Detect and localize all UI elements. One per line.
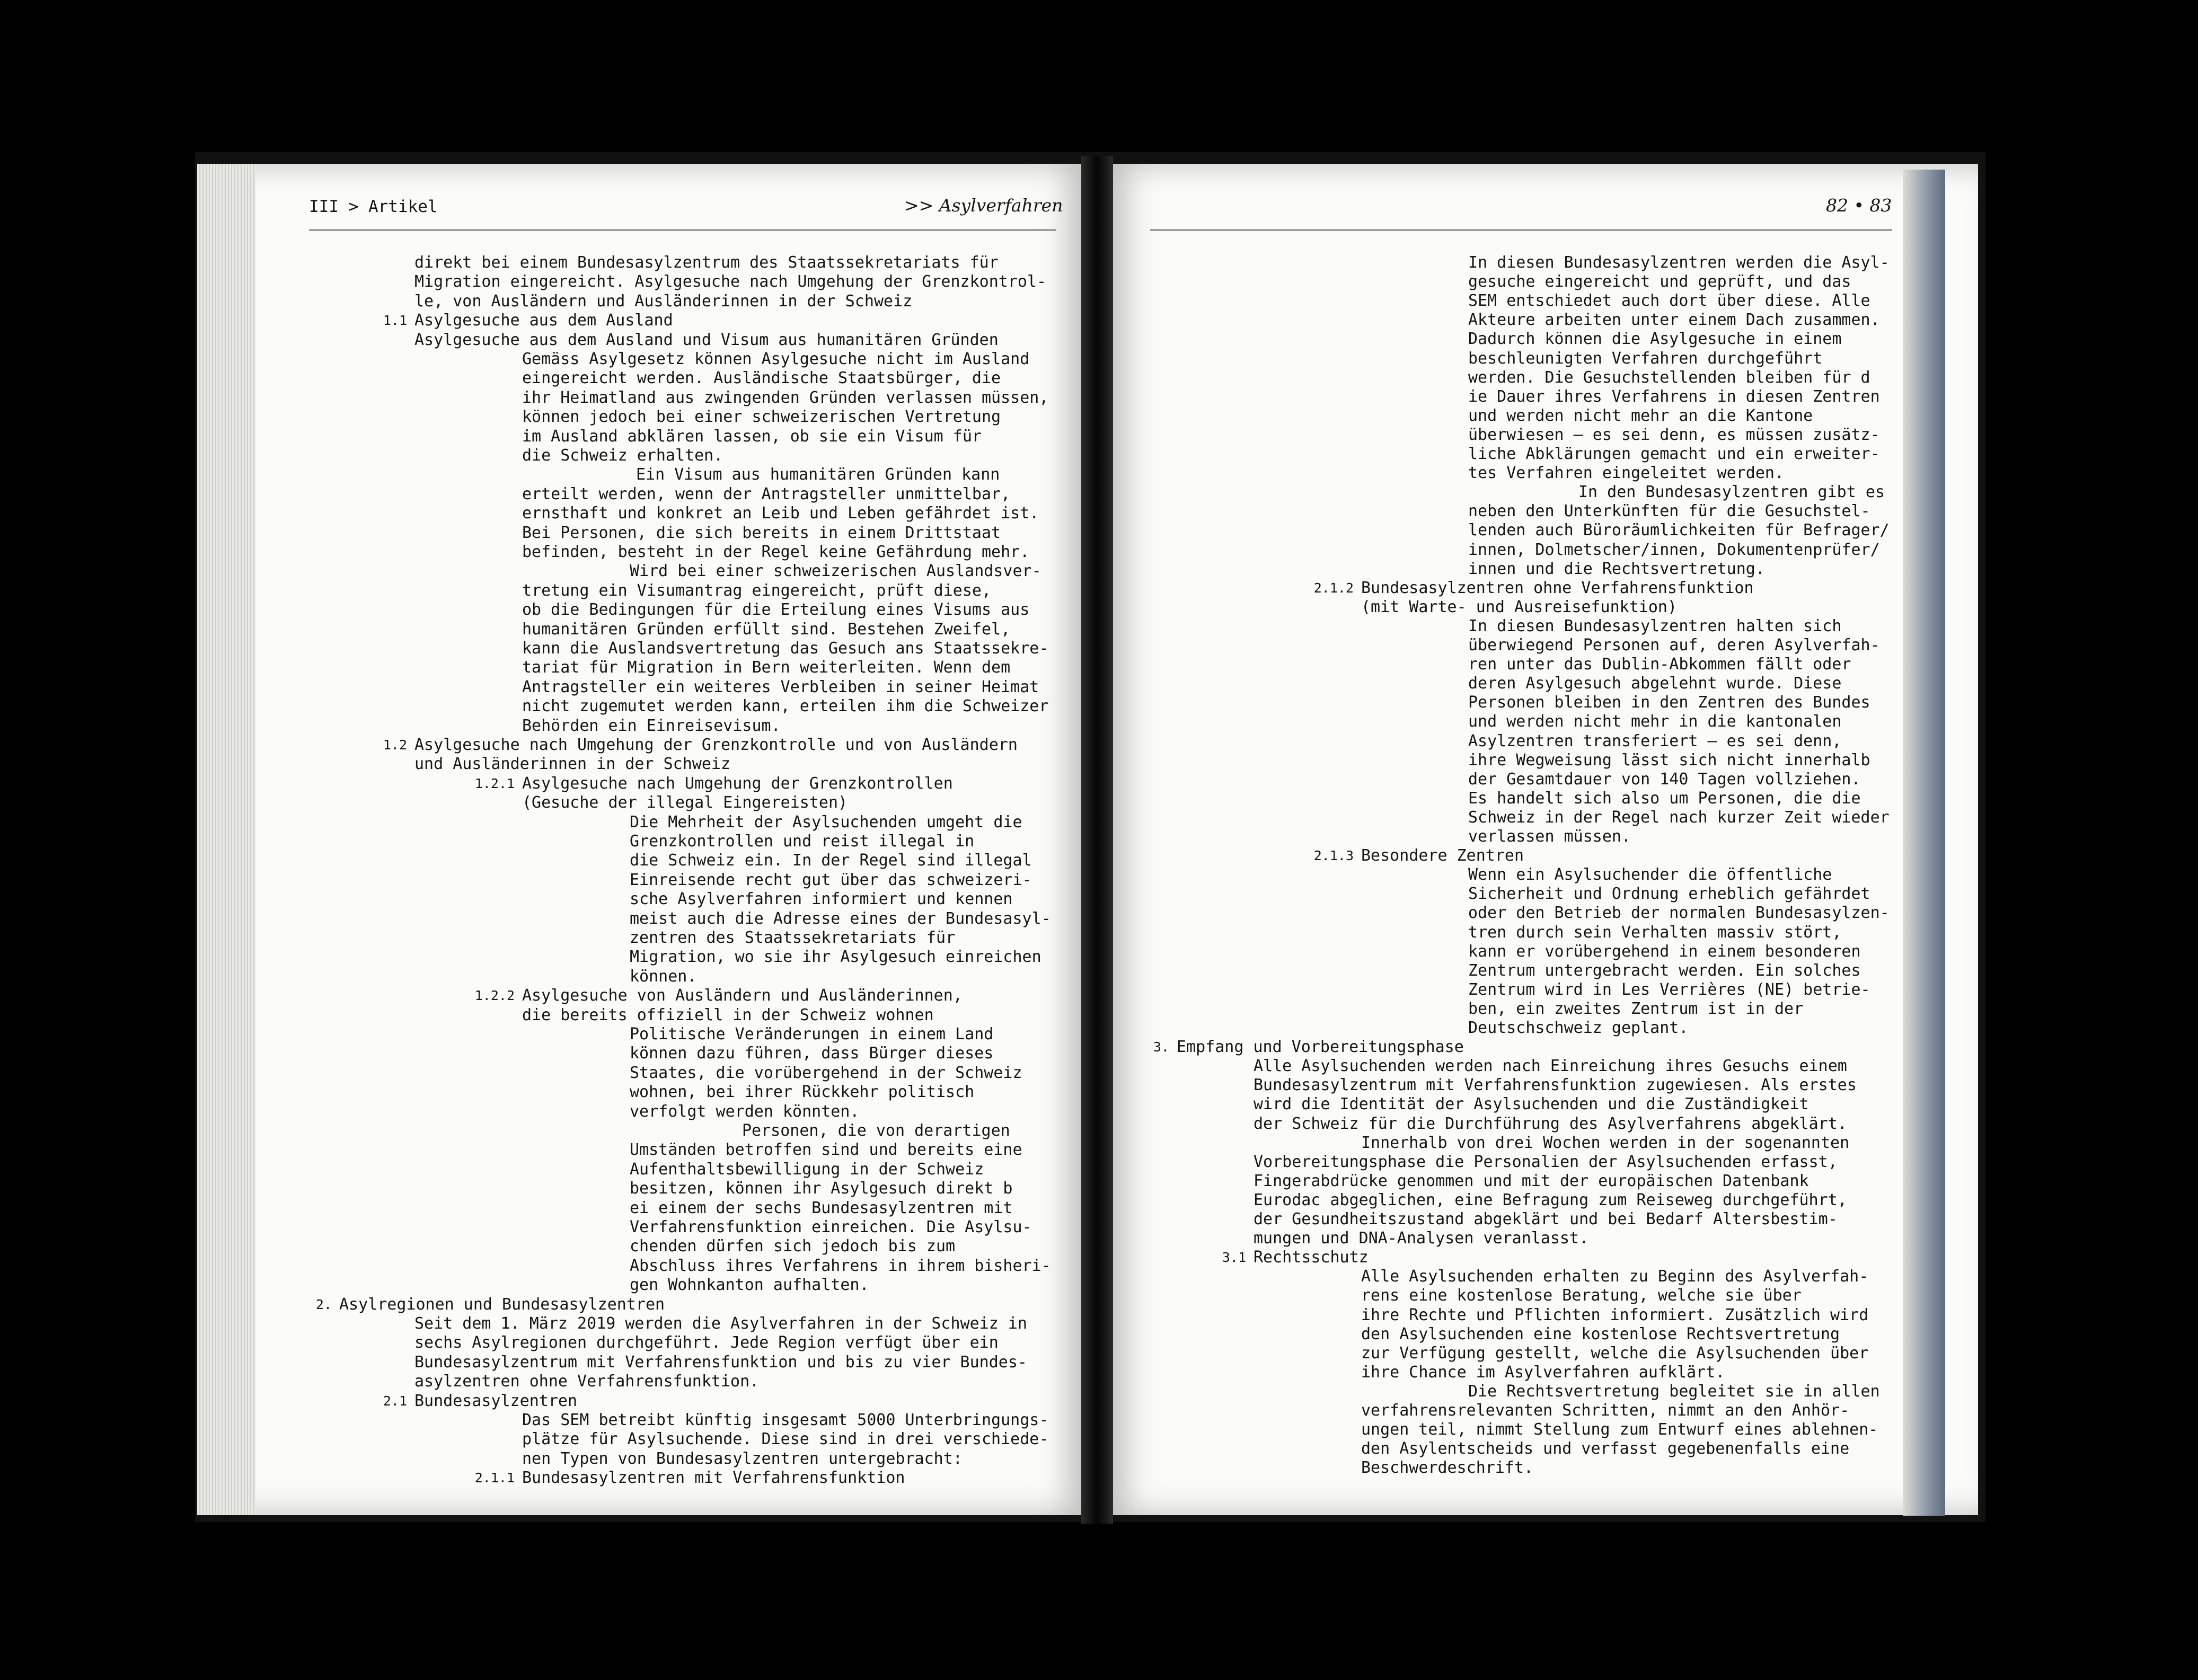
text-line: überwiesen – es sei denn, es müssen zusätz-	[1468, 425, 1880, 444]
text-line: Abschluss ihres Verfahrens in ihrem bisheri-	[630, 1256, 1051, 1275]
text-line: humanitären Gründen erfüllt sind. Bestehen Zweifel,	[522, 620, 1011, 639]
text-line: Personen, die von derartigen	[742, 1121, 1010, 1140]
text-line: Das SEM betreibt künftig insgesamt 5000 Unterbringungs-	[522, 1411, 1049, 1429]
text-line: deren Asylgesuch abgelehnt wurde. Diese	[1468, 674, 1842, 693]
right-header-rule	[1150, 229, 1892, 231]
text-line: Deutschschweiz geplant.	[1468, 1019, 1689, 1037]
text-line: innen und die Rechtsvertretung.	[1468, 559, 1765, 578]
text-line: Asylgesuche aus dem Ausland und Visum aus humanitären Gründen	[414, 330, 999, 349]
text-line: der Gesundheitszustand abgeklärt und bei Bedarf Altersbestim-	[1254, 1210, 1838, 1228]
text-line: Migration eingereicht. Asylgesuche nach Umgehung der Grenzkontrol-	[414, 272, 1047, 291]
text-line: Grenzkontrollen und reist illegal in	[630, 832, 975, 851]
text-line: der Gesamtdauer von 140 Tagen vollziehen.	[1468, 770, 1861, 789]
text-line: zur Verfügung gestellt, welche die Asylsuchenden über	[1361, 1343, 1869, 1363]
text-line: im Ausland abklären lassen, ob sie ein Visum für	[522, 427, 982, 446]
text-line: le, von Ausländern und Ausländerinnen in der Schweiz	[414, 291, 913, 311]
text-line: erteilt werden, wenn der Antragsteller unmittelbar,	[522, 484, 1011, 503]
text-line: Wenn ein Asylsuchender die öffentliche	[1468, 865, 1832, 885]
section-number: 1.2	[383, 737, 407, 753]
text-line: Es handelt sich also um Personen, die die	[1468, 789, 1861, 808]
text-line: Empfang und Vorbereitungsphase	[1177, 1038, 1464, 1057]
text-line: Bundesasylzentren ohne Verfahrensfunktion	[1361, 578, 1754, 597]
section-number: 1.1	[383, 313, 407, 329]
text-line: Zentrum wird in Les Verrières (NE) betrie-	[1468, 980, 1870, 999]
text-line: tren durch sein Verhalten massiv stört,	[1468, 923, 1842, 942]
text-line: neben den Unterkünften für die Gesuchstel-	[1468, 502, 1870, 521]
text-line: kann er vorübergehend in einem besonderen	[1468, 942, 1861, 961]
text-line: Schweiz in der Regel nach kurzer Zeit wieder	[1468, 808, 1890, 827]
book-gutter	[1081, 156, 1113, 1524]
section-number: 2.1.3	[1313, 848, 1354, 864]
text-line: Beschwerdeschrift.	[1361, 1458, 1534, 1478]
text-line: Seit dem 1. März 2019 werden die Asylverfahren in der Schweiz in	[414, 1314, 1027, 1333]
text-line: den Asylsuchenden eine kostenlose Rechtsvertretung	[1361, 1324, 1840, 1343]
text-line: nen Typen von Bundesasylzentren untergebracht:	[522, 1449, 963, 1468]
text-line: Asylgesuche nach Umgehung der Grenzkontrolle und von Ausländern	[414, 736, 1018, 754]
text-line: Sicherheit und Ordnung erheblich gefährdet	[1468, 885, 1870, 904]
text-line: direkt bei einem Bundesasylzentrum des Staatssekretariats für	[414, 253, 999, 272]
text-line: tariat für Migration in Bern weiterleiten. Wenn dem	[522, 658, 1011, 677]
text-line: die bereits offiziell in der Schweiz wohnen	[522, 1005, 934, 1024]
text-line: SEM entschiedet auch dort über diese. Alle	[1468, 291, 1870, 311]
text-line: ei einem der sechs Bundesasylzentren mit	[630, 1198, 1013, 1217]
text-line: Bei Personen, die sich bereits in einem Drittstaat	[522, 523, 1001, 542]
text-line: liche Abklärungen gemacht und ein erweiter-	[1468, 445, 1880, 463]
text-line: Bundesasylzentren	[414, 1391, 578, 1410]
text-line: beschleunigten Verfahren durchgeführt	[1468, 349, 1823, 368]
text-line: Asylgesuche von Ausländern und Ausländerinnen,	[522, 986, 963, 1005]
text-line: Gemäss Asylgesetz können Asylgesuche nicht im Ausland	[522, 350, 1030, 368]
text-line: und werden nicht mehr an die Kantone	[1468, 406, 1813, 425]
text-line: ob die Bedingungen für die Erteilung eines Visums aus	[522, 600, 1030, 620]
text-line: Besondere Zentren	[1361, 846, 1524, 865]
text-line: und werden nicht mehr in die kantonalen	[1468, 712, 1842, 731]
text-line: wohnen, bei ihrer Rückkehr politisch	[630, 1083, 975, 1102]
text-line: können.	[630, 967, 697, 986]
text-line: Akteure arbeiten unter einem Dach zusammen.	[1468, 311, 1880, 330]
text-line: ihre Rechte und Pflichten informiert. Zusätzlich wird	[1361, 1305, 1869, 1324]
text-line: Asylgesuche nach Umgehung der Grenzkontrollen	[522, 774, 953, 793]
text-line: Dadurch können die Asylgesuche in einem	[1468, 330, 1842, 349]
text-line: innen, Dolmetscher/innen, Dokumentenprüfer/	[1468, 540, 1880, 559]
text-line: überwiegend Personen auf, deren Asylverfah-	[1468, 636, 1880, 655]
text-line: In diesen Bundesasylzentren werden die Asyl-	[1468, 253, 1890, 272]
section-number: 2.1.1	[474, 1470, 515, 1486]
text-line: befinden, besteht in der Regel keine Gefährdung mehr.	[522, 543, 1030, 561]
running-head-section: III > Artikel	[309, 197, 438, 216]
section-number: 2.1	[383, 1393, 407, 1409]
section-number: 3.	[1153, 1039, 1169, 1055]
text-line: sechs Asylregionen durchgeführt. Jede Region verfügt über ein	[414, 1333, 999, 1352]
text-line: ren unter das Dublin-Abkommen fällt oder	[1468, 655, 1851, 674]
text-line: die Schweiz ein. In der Regel sind illegal	[630, 851, 1032, 870]
text-line: gen Wohnkanton aufhalten.	[630, 1276, 869, 1295]
text-line: Bundesasylzentrum mit Verfahrensfunktion und bis zu vier Bundes-	[414, 1352, 1027, 1372]
text-line: verlassen müssen.	[1468, 827, 1631, 846]
text-line: chenden dürfen sich jedoch bis zum	[630, 1237, 956, 1256]
text-line: kann die Auslandsvertretung das Gesuch ans Staatssekre-	[522, 639, 1049, 658]
text-line: In diesen Bundesasylzentren halten sich	[1468, 616, 1842, 635]
text-line: verfolgt werden könnten.	[630, 1102, 860, 1121]
text-line: Antragsteller ein weiteres Verbleiben in seiner Heimat	[522, 677, 1039, 696]
left-page-edges	[197, 164, 255, 1515]
text-line: lenden auch Büroräumlichkeiten für Befrager/	[1468, 521, 1890, 540]
text-line: die Schweiz erhalten.	[522, 446, 723, 465]
text-line: besitzen, können ihr Asylgesuch direkt b	[630, 1179, 1013, 1198]
text-line: Bundesasylzentrum mit Verfahrensfunktion zugewiesen. Als erstes	[1254, 1076, 1857, 1095]
left-header-rule	[309, 229, 1056, 231]
text-line: Fingerabdrücke genommen und mit der europäischen Datenbank	[1254, 1171, 1809, 1190]
text-line: Behörden ein Einreisevisum.	[522, 716, 781, 735]
text-line: nicht zugemutet werden kann, erteilen ihm die Schweizer	[522, 697, 1049, 716]
text-line: tretung ein Visumantrag eingereicht, prüft diese,	[522, 581, 992, 600]
text-line: ihr Heimatland aus zwingenden Gründen verlassen müssen,	[522, 388, 1049, 407]
text-line: Aufenthaltsbewilligung in der Schweiz	[630, 1160, 984, 1179]
text-line: asylzentren ohne Verfahrensfunktion.	[414, 1372, 760, 1391]
text-line: Vorbereitungsphase die Personalien der Asylsuchenden erfasst,	[1254, 1152, 1838, 1171]
text-line: Die Mehrheit der Asylsuchenden umgeht die	[630, 812, 1022, 832]
text-line: sche Asylverfahren informiert und kennen	[630, 890, 1013, 909]
text-line: Einreisende recht gut über das schweizeri-	[630, 870, 1032, 889]
text-line: zentren des Staatssekretariats für	[630, 929, 956, 947]
section-number: 2.1.2	[1313, 580, 1354, 596]
text-line: Rechtsschutz	[1254, 1248, 1369, 1267]
text-line: Verfahrensfunktion einreichen. Die Asylsu-	[630, 1218, 1032, 1236]
text-line: eingereicht werden. Ausländische Staatsbürger, die	[522, 369, 1001, 388]
text-line: ungen teil, nimmt Stellung zum Entwurf eines ablehnen-	[1361, 1420, 1878, 1439]
text-line: Umständen betroffen sind und bereits eine	[630, 1140, 1022, 1160]
text-line: können dazu führen, dass Bürger dieses	[630, 1044, 994, 1063]
text-line: In den Bundesasylzentren gibt es	[1578, 483, 1885, 502]
text-line: Wird bei einer schweizerischen Auslandsver-	[630, 562, 1041, 581]
text-line: ernsthaft und konkret an Leib und Leben gefährdet ist.	[522, 504, 1039, 523]
section-number: 3.1	[1222, 1250, 1246, 1266]
text-line: Migration, wo sie ihr Asylgesuch einreichen	[630, 948, 1041, 967]
text-line: mungen und DNA-Analysen veranlasst.	[1254, 1229, 1589, 1248]
text-line: oder den Betrieb der normalen Bundesasylzen-	[1468, 904, 1890, 923]
text-line: Staates, die vorübergehend in der Schweiz	[630, 1063, 1022, 1082]
text-line: ie Dauer ihres Verfahrens in diesen Zentren	[1468, 387, 1880, 406]
text-line: den Asylentscheids und verfasst gegebenenfalls eine	[1361, 1439, 1850, 1458]
text-line: ihre Chance im Asylverfahren aufklärt.	[1361, 1363, 1725, 1382]
text-line: (mit Warte- und Ausreisefunktion)	[1361, 597, 1678, 616]
text-line: der Schweiz für die Durchführung des Asylverfahrens abgeklärt.	[1254, 1114, 1847, 1133]
text-line: Alle Asylsuchenden werden nach Einreichung ihres Gesuchs einem	[1254, 1057, 1847, 1076]
section-number: 1.2.1	[474, 775, 515, 791]
text-line: Eurodac abgeglichen, eine Befragung zum Reiseweg durchgeführt,	[1254, 1190, 1847, 1209]
text-line: Asylregionen und Bundesasylzentren	[339, 1295, 665, 1314]
text-line: Bundesasylzentren mit Verfahrensfunktion	[522, 1469, 905, 1488]
text-line: meist auch die Adresse eines der Bundesasyl-	[630, 909, 1051, 928]
text-line: können jedoch bei einer schweizerischen Vertretung	[522, 408, 1001, 427]
text-line: Personen bleiben in den Zentren des Bundes	[1468, 693, 1870, 712]
text-line: Politische Veränderungen in einem Land	[630, 1025, 994, 1044]
text-line: verfahrensrelevanten Schritten, nimmt an den Anhör-	[1361, 1401, 1850, 1420]
text-line: rens eine kostenlose Beratung, welche sie über	[1361, 1286, 1802, 1305]
text-line: plätze für Asylsuchende. Diese sind in drei verschiede-	[522, 1430, 1049, 1449]
section-number: 1.2.2	[474, 988, 515, 1004]
text-line: Asylzentren transferiert – es sei denn,	[1468, 731, 1842, 750]
section-number: 2.	[315, 1296, 332, 1312]
text-line: wird die Identität der Asylsuchenden und die Zuständigkeit	[1254, 1095, 1809, 1114]
text-line: (Gesuche der illegal Eingereisten)	[522, 793, 848, 812]
text-line: ihre Wegweisung lässt sich nicht innerhalb	[1468, 750, 1870, 770]
right-page-edges	[1903, 170, 1945, 1516]
text-line: Alle Asylsuchenden erhalten zu Beginn des Asylverfah-	[1361, 1267, 1869, 1286]
text-line: tes Verfahren eingeleitet werden.	[1468, 464, 1785, 483]
text-line: Ein Visum aus humanitären Gründen kann	[636, 465, 1000, 484]
running-head-title: >> Asylverfahren	[904, 195, 1063, 216]
text-line: und Ausländerinnen in der Schweiz	[414, 755, 731, 774]
text-line: gesuche eingereicht und geprüft, und das	[1468, 272, 1851, 291]
page-numbers: 82 • 83	[1826, 195, 1892, 216]
text-line: ben, ein zweites Zentrum ist in der	[1468, 999, 1804, 1018]
text-line: Innerhalb von drei Wochen werden in der sogenannten	[1361, 1133, 1850, 1152]
text-line: Die Rechtsvertretung begleitet sie in allen	[1468, 1382, 1880, 1401]
text-line: werden. Die Gesuchstellenden bleiben für d	[1468, 368, 1870, 387]
text-line: Asylgesuche aus dem Ausland	[414, 311, 673, 330]
text-line: Zentrum untergebracht werden. Ein solches	[1468, 961, 1861, 980]
